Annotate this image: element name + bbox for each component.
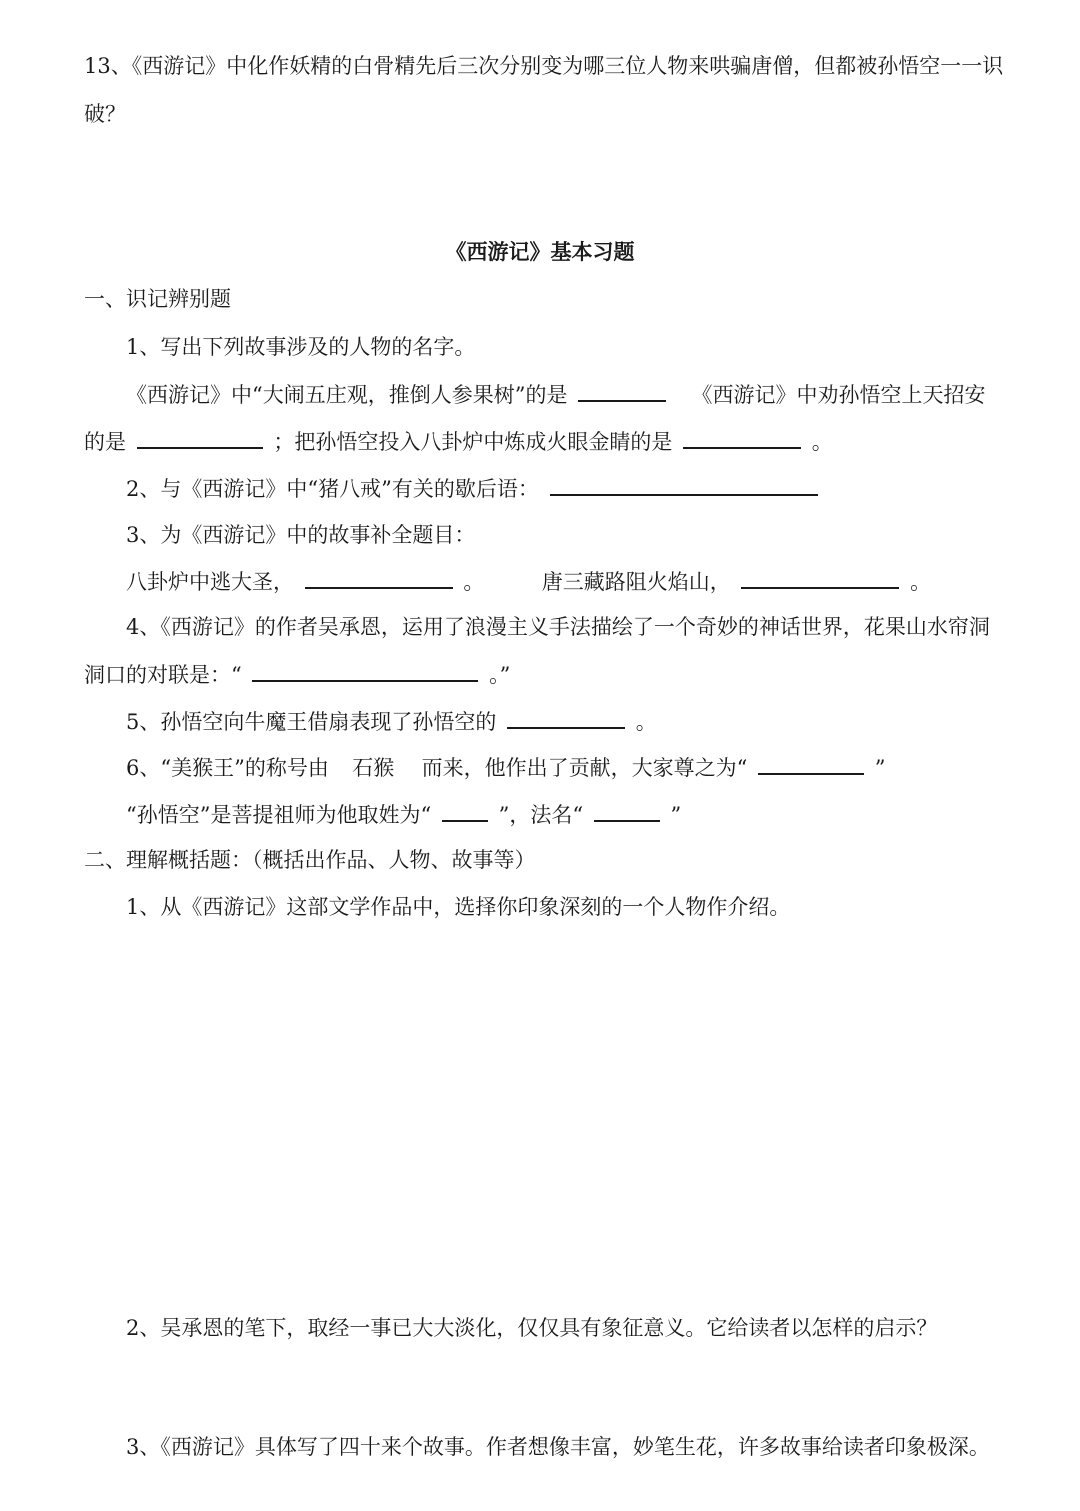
s1-q6-text-b: 而来，他作出了贡献，大家尊之为“	[421, 756, 748, 780]
s1-q3-items	[126, 567, 931, 596]
s1-q2	[126, 474, 822, 503]
s1-q4-line1: 4、《西游记》的作者吴承恩，运用了浪漫主义手法描绘了一个奇妙的神话世界，花果山水帘洞	[126, 615, 990, 639]
s1-q1-text-d: ；把孙悟空投入八卦炉中炼成火眼金睛的是	[273, 430, 673, 454]
answer-blank-q5[interactable]	[507, 707, 625, 729]
answer-blank-q1c[interactable]	[683, 427, 801, 449]
section2-heading: 二、理解概括题：（概括出作品、人物、故事等）	[84, 848, 536, 872]
s1-q6-line2-end: ”	[670, 803, 682, 827]
answer-blank-q1b[interactable]	[137, 427, 263, 449]
s1-q3-text-b: 唐三藏路阻火焰山，	[541, 570, 731, 594]
page-title: 《西游记》基本习题	[445, 239, 635, 264]
s1-q1-text-a: 《西游记》中“大闹五庄观，推倒人参果树”的是	[126, 383, 568, 407]
s1-q1-line1	[126, 380, 986, 409]
s2-q3: 3、《西游记》具体写了四十来个故事。作者想像丰富，妙笔生花，许多故事给读者印象极深。	[126, 1435, 990, 1459]
s2-q1: 1、从《西游记》这部文学作品中，选择你印象深刻的一个人物作介绍。	[126, 895, 791, 919]
s1-q3-end-a: 。	[463, 570, 485, 594]
s1-q5-text: 5、孙悟空向牛魔王借扇表现了孙悟空的	[126, 710, 497, 734]
s1-q5	[126, 707, 657, 736]
s1-q1-text-b: 《西游记》中劝孙悟空上天招安	[691, 383, 986, 407]
answer-blank-q1a[interactable]	[578, 380, 666, 402]
q13-line1: 13、《西游记》中化作妖精的白骨精先后三次分别变为哪三位人物来哄骗唐僧，但都被孙悟空一一识	[84, 54, 1004, 78]
s1-q6-line1	[126, 753, 885, 782]
answer-blank-q3b[interactable]	[741, 567, 899, 589]
s1-q5-end: 。	[635, 710, 657, 734]
s1-q6-text-a: 6、“美猴王”的称号由	[126, 756, 329, 780]
s1-q1-line2	[84, 427, 833, 456]
s1-q6-fill: 石猴	[352, 756, 395, 780]
s1-q4-line2	[84, 660, 510, 689]
section1-heading: 一、识记辨别题	[84, 287, 231, 311]
s1-q3-text-a: 八卦炉中逃大圣，	[126, 570, 294, 594]
s1-q4-end: 。”	[489, 663, 511, 687]
answer-blank-q3a[interactable]	[305, 567, 453, 589]
s1-q3-intro: 3、为《西游记》中的故事补全题目：	[126, 523, 476, 547]
s1-q6-end: ”	[874, 756, 886, 780]
s1-q4-text-a: 洞口的对联是：“	[84, 663, 242, 687]
answer-blank-q4[interactable]	[252, 660, 478, 682]
answer-blank-q6-surname[interactable]	[442, 800, 488, 822]
s1-q1-text-c: 的是	[84, 430, 126, 454]
s1-q6-line2-text-a: “孙悟空”是菩提祖师为他取姓为“	[126, 803, 432, 827]
q13-line2: 破？	[84, 102, 126, 126]
s2-q2: 2、吴承恩的笔下，取经一事已大大淡化，仅仅具有象征意义。它给读者以怎样的启示？	[126, 1316, 938, 1340]
answer-blank-q6a[interactable]	[758, 753, 864, 775]
s1-q1-intro: 1、写出下列故事涉及的人物的名字。	[126, 335, 476, 359]
answer-blank-q2[interactable]	[550, 474, 818, 496]
s1-q2-text: 2、与《西游记》中“猪八戒”有关的歇后语：	[126, 477, 539, 501]
s1-q6-line2-text-b: ”，法名“	[498, 803, 584, 827]
s1-q6-line2	[126, 800, 681, 829]
s1-q3-end-b: 。	[910, 570, 932, 594]
s1-q1-end: 。	[811, 430, 833, 454]
answer-blank-q6-dharma-name[interactable]	[594, 800, 660, 822]
